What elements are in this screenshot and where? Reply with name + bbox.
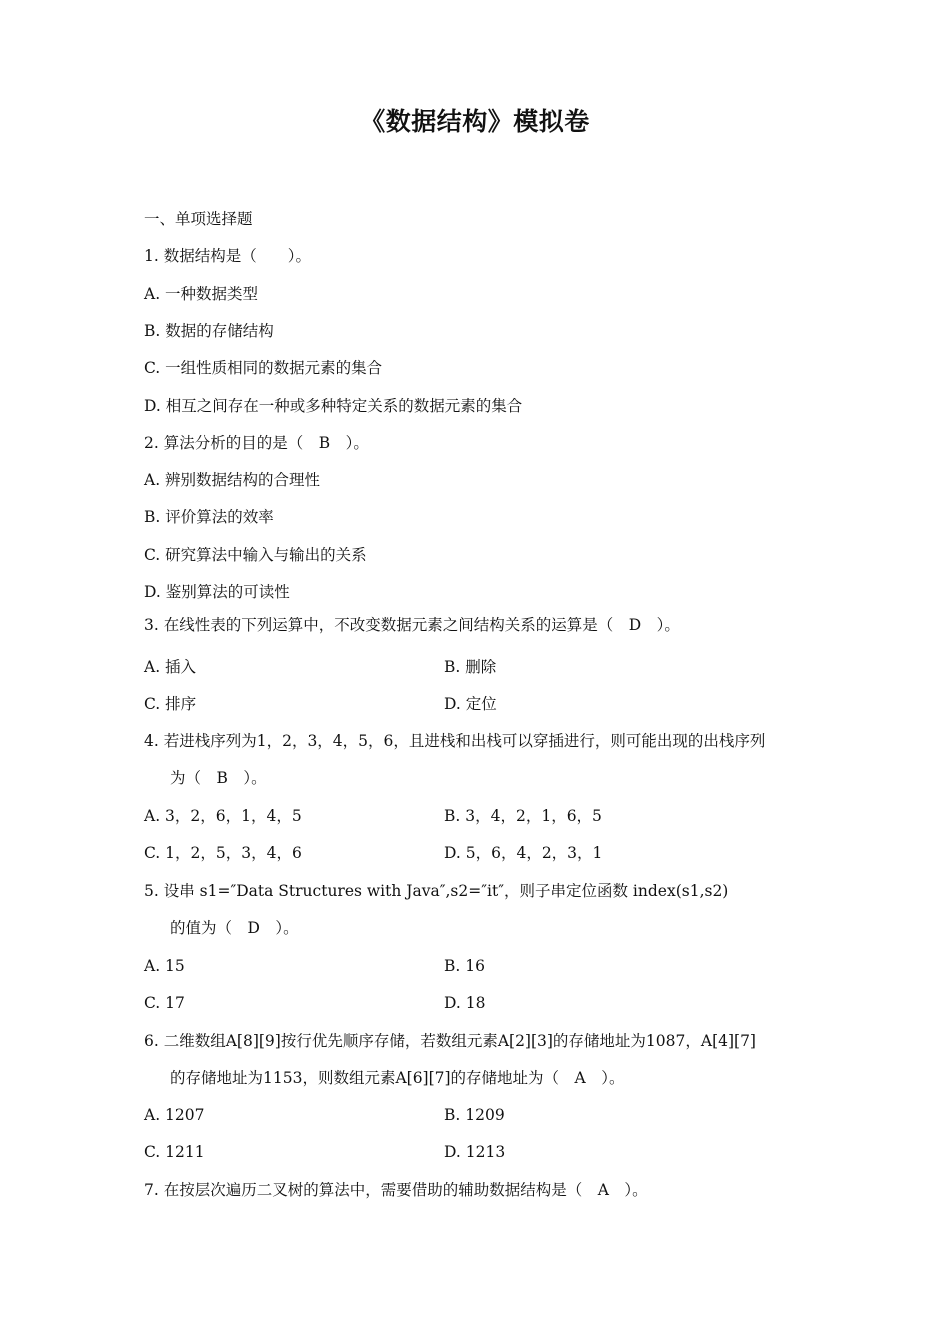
option-d: D. 定位 [444, 695, 497, 713]
option-b: B. 16 [444, 957, 485, 975]
option-b: B. 1209 [444, 1106, 505, 1124]
question-stem: 4. 若进栈序列为1，2，3，4，5，6，且进栈和出栈可以穿插进行，则可能出现的出栈序列 [144, 732, 766, 750]
option-c: C. 排序 [144, 695, 197, 713]
question-stem-continuation: 的存储地址为1153，则数组元素A[6][7]的存储地址为（ A ）。 [170, 1069, 625, 1087]
option-c: C. 一组性质相同的数据元素的集合 [144, 359, 383, 377]
option-a: A. 15 [144, 957, 185, 975]
option-a: A. 3，2，6，1，4，5 [144, 807, 302, 825]
option-c: C. 17 [144, 994, 185, 1012]
option-d: D. 鉴别算法的可读性 [144, 583, 290, 601]
question-stem: 3. 在线性表的下列运算中，不改变数据元素之间结构关系的运算是（ D ）。 [144, 616, 680, 634]
option-c: C. 1211 [144, 1143, 205, 1161]
option-b: B. 3，4，2，1，6，5 [444, 807, 602, 825]
option-b: B. 删除 [444, 658, 497, 676]
option-b: B. 评价算法的效率 [144, 508, 274, 526]
option-d: D. 5，6，4，2，3，1 [444, 844, 603, 862]
option-d: D. 相互之间存在一种或多种特定关系的数据元素的集合 [144, 397, 523, 415]
option-a: A. 插入 [144, 658, 197, 676]
option-d: D. 18 [444, 994, 486, 1012]
question-stem-continuation: 为（ B ）。 [170, 769, 267, 787]
option-c: C. 1，2，5，3，4，6 [144, 844, 302, 862]
question-stem: 1. 数据结构是（ ）。 [144, 247, 311, 265]
option-a: A. 1207 [144, 1106, 205, 1124]
question-stem: 2. 算法分析的目的是（ B ）。 [144, 434, 369, 452]
option-a: A. 辨别数据结构的合理性 [144, 471, 321, 489]
question-stem: 7. 在按层次遍历二叉树的算法中，需要借助的辅助数据结构是（ A ）。 [144, 1181, 648, 1199]
option-d: D. 1213 [444, 1143, 506, 1161]
option-b: B. 数据的存储结构 [144, 322, 274, 340]
question-stem: 6. 二维数组A[8][9]按行优先顺序存储，若数组元素A[2][3]的存储地址为1087，A[4][7] [144, 1032, 756, 1050]
option-c: C. 研究算法中输入与输出的关系 [144, 546, 367, 564]
question-stem-continuation: 的值为（ D ）。 [170, 919, 299, 937]
option-a: A. 一种数据类型 [144, 285, 259, 303]
question-stem: 5. 设串 s1=″Data Structures with Java″,s2=″it″，则子串定位函数 index(s1,s2) [144, 882, 729, 900]
section-heading: 一、单项选择题 [144, 210, 253, 228]
page-title: 《数据结构》模拟卷 [360, 107, 590, 136]
